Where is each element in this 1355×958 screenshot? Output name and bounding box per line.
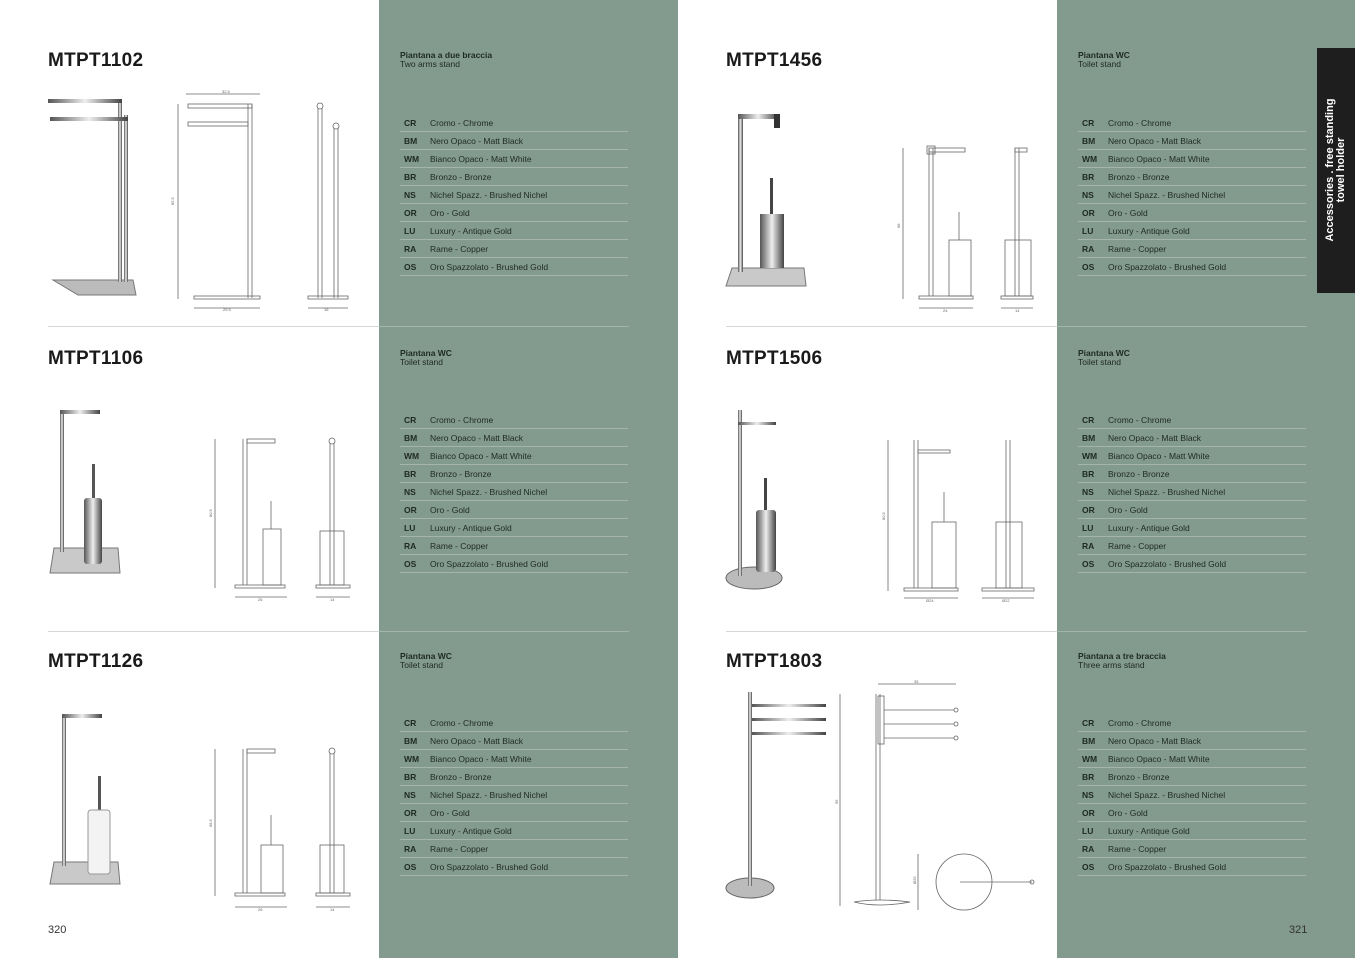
divider <box>379 631 629 632</box>
page-number-left: 320 <box>48 924 67 936</box>
finish-table <box>400 714 628 876</box>
dimension-base: 26 <box>258 907 263 912</box>
finish-row <box>1078 240 1306 258</box>
product-code: MTPT1506 <box>726 348 823 369</box>
divider <box>1057 326 1307 327</box>
dimension-base: Ø24 <box>926 598 934 603</box>
finish-code: NS <box>1082 190 1094 200</box>
finish-code: RA <box>1082 844 1095 854</box>
finish-row <box>400 186 628 204</box>
finish-row <box>400 465 628 483</box>
finish-row <box>400 132 628 150</box>
finish-code: NS <box>404 190 416 200</box>
finish-row <box>1078 132 1306 150</box>
finish-table <box>1078 714 1306 876</box>
finish-row <box>400 483 628 501</box>
finish-row <box>1078 186 1306 204</box>
finish-row <box>400 222 628 240</box>
finish-name: Nichel Spazz. - Brushed Nichel <box>1108 790 1226 800</box>
finish-name: Nero Opaco - Matt Black <box>430 433 524 443</box>
description-en: Toilet stand <box>400 660 443 670</box>
finish-name: Bronzo - Bronze <box>1108 172 1170 182</box>
technical-drawing-side <box>300 100 355 315</box>
finish-code: OR <box>404 505 417 515</box>
finish-code: BM <box>1082 433 1096 443</box>
product-description <box>1078 349 1130 367</box>
product-photo-toilet-stand <box>724 408 804 593</box>
finish-name: Oro Spazzolato - Brushed Gold <box>1108 862 1227 872</box>
finish-name: Rame - Copper <box>430 844 489 854</box>
technical-drawing-front <box>880 438 970 608</box>
technical-drawing <box>832 680 1042 910</box>
finish-name: Nero Opaco - Matt Black <box>430 736 524 746</box>
finish-code: WM <box>1082 154 1098 164</box>
finish-name: Oro Spazzolato - Brushed Gold <box>430 262 549 272</box>
finish-table <box>400 411 628 573</box>
finish-code: OR <box>1082 505 1095 515</box>
finish-code: WM <box>404 154 420 164</box>
finish-code: OR <box>1082 208 1095 218</box>
finish-row <box>400 537 628 555</box>
finish-code: CR <box>404 118 417 128</box>
finish-code: BM <box>1082 736 1096 746</box>
finish-code: LU <box>404 226 416 236</box>
finish-code: CR <box>1082 718 1095 728</box>
finish-name: Bianco Opaco - Matt White <box>1108 154 1210 164</box>
finish-code: OR <box>1082 808 1095 818</box>
finish-name: Luxury - Antique Gold <box>1108 226 1190 236</box>
description-it: Piantana WC <box>400 348 452 358</box>
finish-row <box>400 204 628 222</box>
finish-row <box>1078 222 1306 240</box>
technical-drawing-side <box>978 438 1038 608</box>
finish-code: OR <box>404 208 417 218</box>
divider <box>726 326 1057 327</box>
finish-name: Rame - Copper <box>430 244 489 254</box>
finish-row <box>1078 204 1306 222</box>
product-description <box>1078 652 1166 670</box>
finish-name: Oro Spazzolato - Brushed Gold <box>430 559 549 569</box>
dimension-base: 26 <box>258 597 263 602</box>
finish-name: Luxury - Antique Gold <box>1108 523 1190 533</box>
divider <box>48 631 379 632</box>
finish-table <box>1078 114 1306 276</box>
dimension-width: 35 <box>914 679 919 684</box>
finish-code: BM <box>404 433 418 443</box>
finish-code: WM <box>1082 451 1098 461</box>
finish-name: Bronzo - Bronze <box>1108 469 1170 479</box>
finish-row <box>1078 501 1306 519</box>
description-it: Piantana WC <box>1078 348 1130 358</box>
finish-name: Nero Opaco - Matt Black <box>1108 736 1202 746</box>
finish-name: Oro - Gold <box>430 208 470 218</box>
finish-row <box>400 714 628 732</box>
divider <box>379 326 629 327</box>
page-number-right: 321 <box>1289 924 1308 936</box>
finish-name: Bianco Opaco - Matt White <box>1108 754 1210 764</box>
finish-code: NS <box>1082 487 1094 497</box>
finish-name: Cromo - Chrome <box>430 718 494 728</box>
finish-name: Nichel Spazz. - Brushed Nichel <box>430 487 548 497</box>
finish-name: Oro Spazzolato - Brushed Gold <box>1108 559 1227 569</box>
finish-name: Cromo - Chrome <box>430 415 494 425</box>
finish-code: LU <box>404 826 416 836</box>
technical-drawing-side <box>310 435 355 605</box>
finish-name: Oro - Gold <box>1108 208 1148 218</box>
description-it: Piantana WC <box>400 651 452 661</box>
finish-row <box>400 240 628 258</box>
finish-code: OS <box>404 862 417 872</box>
finish-code: OS <box>1082 862 1095 872</box>
finish-name: Rame - Copper <box>1108 541 1167 551</box>
finish-name: Oro Spazzolato - Brushed Gold <box>430 862 549 872</box>
dimension-height: 68.5 <box>208 819 213 827</box>
dimension-height: 95 <box>834 799 839 804</box>
finish-row <box>400 750 628 768</box>
dimension-height: 80.5 <box>881 512 886 520</box>
finish-name: Nero Opaco - Matt Black <box>1108 433 1202 443</box>
description-it: Piantana a tre braccia <box>1078 651 1166 661</box>
finish-code: RA <box>1082 244 1095 254</box>
dimension-depth: Ø22 <box>1002 598 1010 603</box>
finish-code: OS <box>404 559 417 569</box>
divider <box>48 326 379 327</box>
description-en: Three arms stand <box>1078 660 1145 670</box>
finish-code: CR <box>404 415 417 425</box>
technical-drawing-side <box>310 745 355 915</box>
product-description <box>400 652 452 670</box>
finish-row <box>400 519 628 537</box>
finish-code: RA <box>404 244 417 254</box>
finish-code: CR <box>1082 118 1095 128</box>
finish-name: Oro - Gold <box>1108 808 1148 818</box>
description-en: Two arms stand <box>400 59 460 69</box>
product-code: MTPT1803 <box>726 651 823 672</box>
finish-name: Nichel Spazz. - Brushed Nichel <box>430 190 548 200</box>
finish-row <box>1078 465 1306 483</box>
finish-code: BM <box>404 136 418 146</box>
dimension-height: 68 <box>896 223 901 228</box>
finish-table <box>400 114 628 276</box>
dimension-base: 29.5 <box>223 307 231 312</box>
finish-code: NS <box>1082 790 1094 800</box>
dimension-depth: 14 <box>330 907 335 912</box>
finish-name: Cromo - Chrome <box>1108 718 1172 728</box>
finish-code: OS <box>404 262 417 272</box>
technical-drawing-front <box>205 435 295 605</box>
finish-row <box>1078 768 1306 786</box>
finish-row <box>1078 168 1306 186</box>
finish-name: Oro - Gold <box>430 808 470 818</box>
finish-row <box>400 768 628 786</box>
finish-code: LU <box>1082 523 1094 533</box>
finish-name: Bianco Opaco - Matt White <box>430 154 532 164</box>
finish-code: BM <box>1082 136 1096 146</box>
finish-code: CR <box>404 718 417 728</box>
finish-code: CR <box>1082 415 1095 425</box>
finish-row <box>400 114 628 132</box>
finish-row <box>400 447 628 465</box>
finish-code: BR <box>404 772 417 782</box>
finish-row <box>1078 732 1306 750</box>
product-description <box>1078 51 1130 69</box>
product-photo-towel-stand <box>48 95 138 300</box>
finish-name: Rame - Copper <box>1108 244 1167 254</box>
product-description <box>400 51 492 69</box>
divider <box>1057 631 1307 632</box>
finish-name: Cromo - Chrome <box>1108 415 1172 425</box>
finish-name: Bronzo - Bronze <box>430 469 492 479</box>
finish-name: Nichel Spazz. - Brushed Nichel <box>1108 190 1226 200</box>
finish-name: Bianco Opaco - Matt White <box>1108 451 1210 461</box>
tab-line-2: towel holder <box>1335 137 1347 203</box>
finish-row <box>1078 786 1306 804</box>
product-photo-toilet-stand <box>48 712 123 887</box>
product-code: MTPT1106 <box>48 348 144 369</box>
dimension-base: Ø25 <box>912 876 917 884</box>
finish-row <box>400 429 628 447</box>
finish-row <box>400 150 628 168</box>
finish-row <box>400 732 628 750</box>
finish-name: Luxury - Antique Gold <box>430 826 512 836</box>
dimension-base: 24 <box>943 308 948 313</box>
finish-code: RA <box>404 844 417 854</box>
finish-code: BM <box>404 736 418 746</box>
finish-row <box>1078 114 1306 132</box>
product-description <box>400 349 452 367</box>
finish-name: Bianco Opaco - Matt White <box>430 451 532 461</box>
finish-row <box>400 501 628 519</box>
finish-name: Bronzo - Bronze <box>430 772 492 782</box>
finish-row <box>1078 429 1306 447</box>
technical-drawing-front <box>893 142 983 317</box>
description-en: Toilet stand <box>400 357 443 367</box>
finish-row <box>400 555 628 573</box>
tab-line-1: Accessories . free standing <box>1324 98 1336 242</box>
finish-code: BR <box>404 469 417 479</box>
dimension-width: 32.5 <box>222 89 230 94</box>
finish-name: Oro - Gold <box>430 505 470 515</box>
dimension-depth: 16 <box>324 307 329 312</box>
finish-row <box>400 786 628 804</box>
description-en: Toilet stand <box>1078 59 1121 69</box>
finish-code: LU <box>1082 826 1094 836</box>
finish-row <box>400 822 628 840</box>
finish-row <box>1078 411 1306 429</box>
finish-row <box>1078 447 1306 465</box>
finish-row <box>400 840 628 858</box>
technical-drawing-front <box>205 745 295 915</box>
description-it: Piantana a due braccia <box>400 50 493 60</box>
finish-row <box>1078 150 1306 168</box>
finish-row <box>400 411 628 429</box>
product-code: MTPT1456 <box>726 50 823 71</box>
finish-code: WM <box>404 754 420 764</box>
technical-drawing-front <box>170 88 270 313</box>
finish-row <box>400 168 628 186</box>
finish-name: Nero Opaco - Matt Black <box>430 136 524 146</box>
finish-row <box>400 804 628 822</box>
finish-name: Luxury - Antique Gold <box>430 226 512 236</box>
finish-row <box>1078 822 1306 840</box>
divider <box>726 631 1057 632</box>
finish-row <box>400 858 628 876</box>
product-photo-towel-stand <box>724 688 834 908</box>
finish-row <box>1078 858 1306 876</box>
finish-code: RA <box>1082 541 1095 551</box>
finish-row <box>1078 555 1306 573</box>
finish-row <box>1078 519 1306 537</box>
finish-name: Rame - Copper <box>1108 844 1167 854</box>
finish-name: Cromo - Chrome <box>1108 118 1172 128</box>
finish-name: Bronzo - Bronze <box>1108 772 1170 782</box>
finish-name: Oro Spazzolato - Brushed Gold <box>1108 262 1227 272</box>
technical-drawing-side <box>997 142 1042 317</box>
finish-row <box>1078 840 1306 858</box>
dimension-depth: 14 <box>1015 308 1020 313</box>
finish-name: Luxury - Antique Gold <box>1108 826 1190 836</box>
finish-code: RA <box>404 541 417 551</box>
product-code: MTPT1102 <box>48 50 144 71</box>
finish-code: LU <box>404 523 416 533</box>
finish-code: OR <box>404 808 417 818</box>
finish-code: OS <box>1082 262 1095 272</box>
description-en: Toilet stand <box>1078 357 1121 367</box>
finish-name: Nichel Spazz. - Brushed Nichel <box>430 790 548 800</box>
description-it: Piantana WC <box>1078 50 1130 60</box>
finish-name: Oro - Gold <box>1108 505 1148 515</box>
finish-row <box>1078 804 1306 822</box>
finish-code: BR <box>1082 772 1095 782</box>
category-side-tab <box>1317 48 1355 293</box>
finish-code: BR <box>404 172 417 182</box>
finish-code: WM <box>1082 754 1098 764</box>
dimension-depth: 14 <box>330 597 335 602</box>
finish-name: Bronzo - Bronze <box>430 172 492 182</box>
product-photo-toilet-stand <box>48 408 123 578</box>
finish-row <box>1078 750 1306 768</box>
finish-code: NS <box>404 790 416 800</box>
finish-code: WM <box>404 451 420 461</box>
finish-row <box>1078 537 1306 555</box>
finish-code: BR <box>1082 172 1095 182</box>
finish-name: Nichel Spazz. - Brushed Nichel <box>1108 487 1226 497</box>
finish-name: Rame - Copper <box>430 541 489 551</box>
finish-code: BR <box>1082 469 1095 479</box>
finish-row <box>1078 483 1306 501</box>
finish-name: Cromo - Chrome <box>430 118 494 128</box>
finish-table <box>1078 411 1306 573</box>
dimension-height: 85.5 <box>170 197 175 205</box>
finish-name: Nero Opaco - Matt Black <box>1108 136 1202 146</box>
product-code: MTPT1126 <box>48 651 144 672</box>
finish-row <box>1078 258 1306 276</box>
finish-code: NS <box>404 487 416 497</box>
finish-name: Bianco Opaco - Matt White <box>430 754 532 764</box>
finish-row <box>1078 714 1306 732</box>
product-photo-toilet-stand <box>724 110 809 290</box>
finish-row <box>400 258 628 276</box>
dimension-height: 80.5 <box>208 509 213 517</box>
finish-code: OS <box>1082 559 1095 569</box>
finish-name: Luxury - Antique Gold <box>430 523 512 533</box>
finish-code: LU <box>1082 226 1094 236</box>
